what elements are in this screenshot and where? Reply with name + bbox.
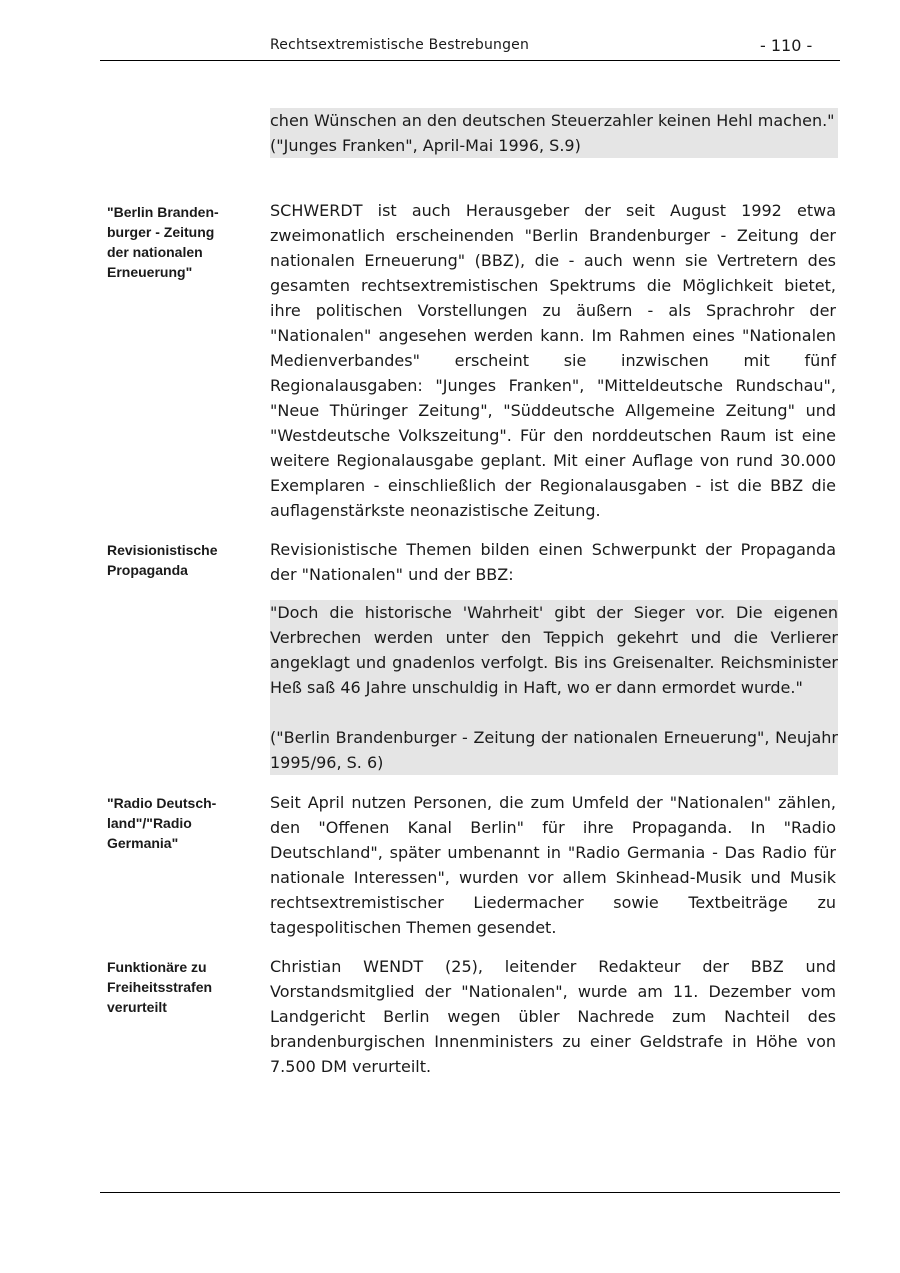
footer-rule [100,1192,840,1193]
paragraph-bbz: SCHWERDT ist auch Herausgeber der seit August 1992 etwa zweimonatlich erscheinenden "Berlin Brandenburger - Zeitung der nationalen Erneuerung" (BBZ), die - auch wenn sie Vertretern des gesamten rechtsextremistischen Spektrums die Möglichkeit bietet, ihre politischen Vorstellungen zu äußern - als Sprachrohr der "Nationalen" angesehen werden kann. Im Rahmen eines "Nationalen Medienverbandes" erscheint sie inzwischen mit fünf Regionalausgaben: "Junges Franken", "Mitteldeutsche Rundschau", "Neue Thüringer Zeitung", "Süddeutsche Allgemeine Zeitung" und "Westdeutsche Volkszeitung". Für den norddeutschen Raum ist eine weitere Regionalausgabe geplant. Mit einer Auflage von rund 30.000 Exemplaren - einschließlich der Regionalausgaben - ist die BBZ die auflagenstärkste neonazistische Zeitung. [270,201,836,520]
paragraph-revision: Revisionistische Themen bilden einen Schwerpunkt der Propaganda der "Nationalen" und der BBZ: [270,540,836,584]
side-label-radio: "Radio Deutsch-land"/"Radio Germania" [107,795,217,851]
side-label-funktionaere: Funktionäre zu Freiheitsstrafen verurteilt [107,959,213,1015]
side-label-bbz: "Berlin Branden-burger - Zeitung der nationalen Erneuerung" [107,204,219,280]
revision-quote-source: ("Berlin Brandenburger - Zeitung der nationalen Erneuerung", Neujahr 1995/96, S. 6) [270,728,838,772]
page-number: - 110 - [760,36,813,55]
paragraph-funktionaere: Christian WENDT (25), leitender Redakteur der BBZ und Vorstandsmitglied der "Nationalen", wurde am 11. Dezember vom Landgericht Berlin wegen übler Nachrede zum Nachteil des brandenburgischen Innenministers zu einer Geldstrafe in Höhe von 7.500 DM verurteilt. [270,957,836,1076]
revision-quote-block [270,600,838,775]
revision-quote-text: "Doch die historische 'Wahrheit' gibt der Sieger vor. Die eigenen Verbrechen werden unter den Teppich gekehrt und die Verlierer angeklagt und gnadenlos verfolgt. Bis ins Greisenalter. Reichsminister Heß saß 46 Jahre unschuldig in Haft, wo er dann ermordet wurde." [270,603,838,697]
header-rule [100,60,840,61]
continued-quote-source: ("Junges Franken", April-Mai 1996, S.9) [270,136,581,155]
side-label-revision: Revisionistische Propaganda [107,542,218,578]
running-header-title: Rechtsextremistische Bestrebungen [270,37,530,53]
continued-quote-block [270,108,838,158]
continued-quote-text: chen Wünschen an den deutschen Steuerzahler keinen Hehl machen." [270,111,835,130]
paragraph-radio: Seit April nutzen Personen, die zum Umfeld der "Nationalen" zählen, den "Offenen Kanal Berlin" für ihre Propaganda. In "Radio Deutschland", später umbenannt in "Radio Germania - Das Radio für nationale Interessen", wurden vor allem Skinhead-Musik und Musik rechtsextremistischer Liedermacher sowie Textbeiträge zu tagespolitischen Themen gesendet. [270,793,836,937]
